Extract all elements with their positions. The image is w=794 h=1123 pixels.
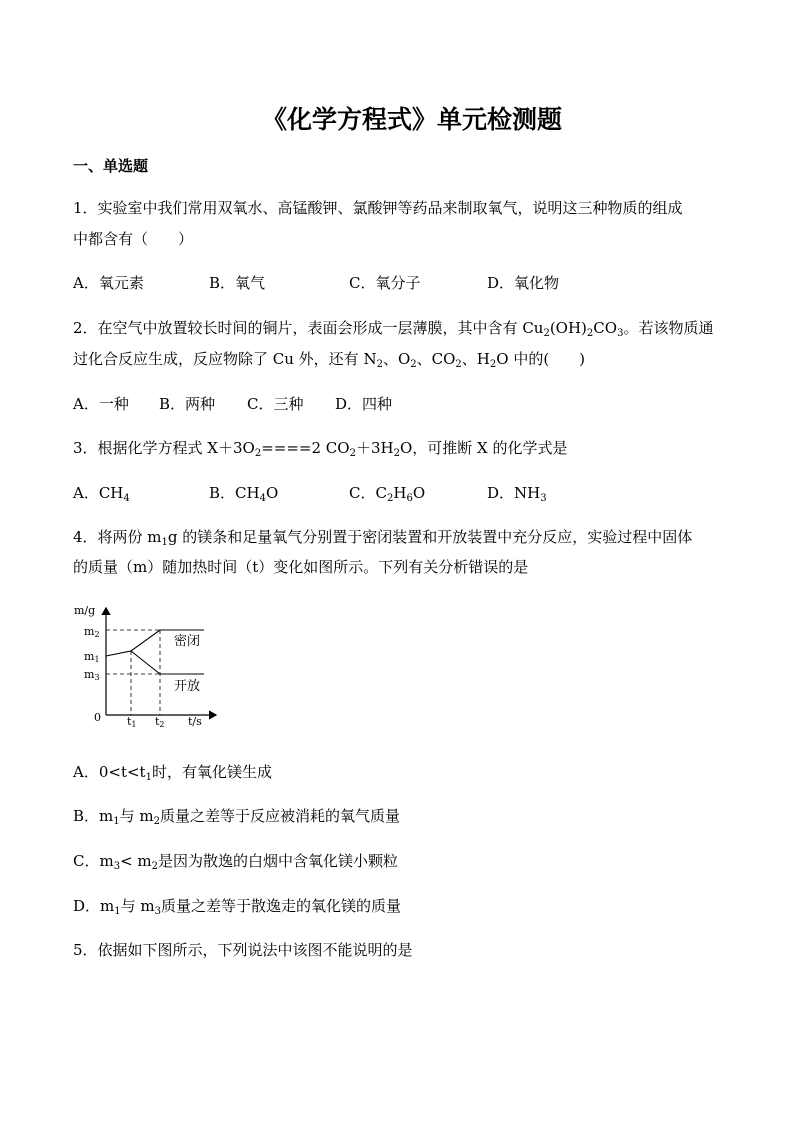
q1-line1: 1．实验室中我们常用双氧水、高锰酸钾、氯酸钾等药品来制取氧气，说明这三种物质的组成 (73, 199, 683, 217)
page-title: 《化学方程式》单元检测题 (261, 105, 562, 134)
q1-option-c: C．氧分子 (349, 274, 421, 292)
q3-option-a: A．$CH_4$ (73, 484, 130, 504)
q4-line2: 的质量（m）随加热时间（t）变化如图所示。下列有关分析错误的是 (73, 558, 529, 576)
x-axis-label: t/s (188, 715, 202, 728)
closed-label: 密闭 (174, 634, 201, 649)
q1-option-d: D．氧化物 (487, 274, 560, 292)
q1-option-b: B．氧气 (209, 274, 266, 292)
m1-label: m1 (84, 650, 100, 664)
t2-label: t2 (155, 715, 165, 729)
q3-stem: 3．根据化学方程式 $X+3O_2====2$ $CO_2+3H_2O$，可推断 X 的化学式是 (73, 439, 568, 459)
q4-option-c: C．$m_3< m_2$是因为散逸的白烟中含氧化镁小颗粒 (73, 852, 399, 872)
q4-line1: 4．将两份 $m_1g$ 的镁条和足量氧气分别置于密闭装置和开放装置中充分反应，实验过程中固体 (73, 528, 693, 548)
q3-option-c: C．$C_2H_6O$ (349, 484, 426, 504)
y-axis-label: m/g (74, 604, 96, 617)
q3-option-d: D．$NH_3$ (487, 484, 547, 504)
section-heading: 一、单选题 (73, 157, 149, 175)
q4-option-a: A．$0<t<t_1$时，有氧化镁生成 (73, 763, 272, 783)
open-label: 开放 (174, 679, 201, 694)
t1-label: t1 (127, 715, 137, 729)
m3-label: m3 (84, 668, 100, 682)
q2-line1: 2．在空气中放置较长时间的铜片，表面会形成一层薄膜，其中含有 $Cu_2(OH)_2CO_3$。若该物质通 (73, 319, 714, 339)
origin-label: 0 (94, 711, 101, 724)
q2-option-a: A．一种 (73, 395, 129, 413)
q1-options (73, 272, 559, 293)
q2-options (73, 393, 392, 414)
q3-option-b: B．$CH_4O$ (209, 484, 279, 504)
q1-option-a: A．氧元素 (73, 274, 144, 292)
q3-options (73, 482, 547, 503)
mass-time-graph (68, 598, 233, 730)
q4-option-b: B．$m_1$与 $m_2$质量之差等于反应被消耗的氧气质量 (73, 807, 401, 827)
q1-line2: 中都含有（ ） (73, 230, 194, 248)
q5-line1: 5．依据如下图所示，下列说法中该图不能说明的是 (73, 941, 413, 959)
m2-label: m2 (84, 625, 100, 639)
q2-option-d: D．四种 (335, 395, 393, 413)
open-curve (131, 651, 204, 674)
q2-line2: 过化合反应生成，反应物除了 Cu 外，还有 $N_2$、$O_2$、$CO_2$、$H_2O$ 中的( ) (73, 350, 586, 370)
q4-option-d: D．$m_1$与 $m_3$质量之差等于散逸走的氧化镁的质量 (73, 897, 402, 917)
q2-option-b: B．两种 (159, 395, 216, 413)
q2-option-c: C．三种 (247, 395, 304, 413)
